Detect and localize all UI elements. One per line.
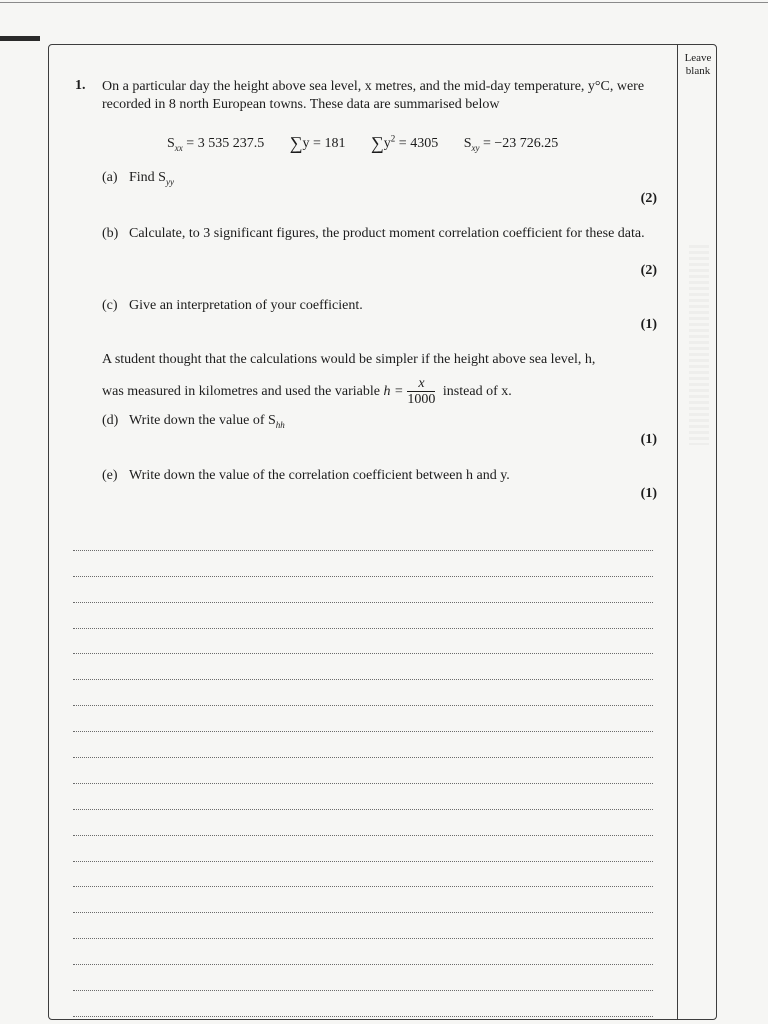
- part-d-marks: (1): [640, 432, 657, 447]
- question-intro: On a particular day the height above sea level, x metres, and the mid-day temperature, y°C, were recorded in 8 north European towns. These data are summarised below: [102, 79, 645, 112]
- part-a-label: (a): [102, 170, 118, 185]
- answer-lines[interactable]: [73, 525, 653, 1017]
- answer-line[interactable]: [73, 577, 653, 603]
- sum-y-term: [289, 133, 346, 153]
- sum-y2-term: [370, 133, 439, 153]
- answer-line[interactable]: [73, 706, 653, 732]
- sxy-symbol: S: [463, 136, 472, 151]
- leave-blank-line1: Leave: [684, 52, 712, 64]
- sum-y2-var: y: [383, 136, 391, 151]
- part-e-label: (e): [102, 468, 118, 483]
- fraction-numerator: x: [407, 376, 435, 392]
- part-d-subscript: hh: [275, 419, 285, 430]
- answer-line[interactable]: [73, 887, 653, 913]
- part-c: [102, 297, 662, 315]
- answer-frame: [48, 44, 717, 1020]
- part-e-text: Write down the value of the correlation coefficient between h and y.: [129, 468, 510, 483]
- summary-statistics: [167, 133, 558, 154]
- scan-registration-mark: [0, 36, 40, 41]
- line2-pre: was measured in kilometres and used the variable: [102, 384, 384, 400]
- margin-scan-noise: [689, 245, 709, 445]
- part-c-label: (c): [102, 298, 118, 313]
- sxy-term: [464, 136, 559, 151]
- sum-y2-exponent: 2: [390, 133, 396, 144]
- student-paragraph-line1: A student thought that the calculations would be simpler if the height above sea level, h,: [102, 352, 596, 367]
- answer-line[interactable]: [73, 680, 653, 706]
- part-d-label: (d): [102, 413, 119, 428]
- sxy-subscript: xy: [471, 142, 480, 153]
- line2-post: instead of x.: [439, 384, 512, 400]
- margin-divider: [677, 45, 678, 1019]
- fraction-denominator: 1000: [407, 392, 436, 407]
- sxy-value: = −23 726.25: [479, 136, 559, 151]
- part-b-label: (b): [102, 226, 119, 241]
- part-d: [102, 412, 662, 434]
- answer-line[interactable]: [73, 732, 653, 758]
- part-a-text: Find S: [129, 170, 166, 185]
- part-a: [102, 169, 662, 191]
- sigma-symbol-2: ∑: [370, 133, 384, 153]
- part-b-marks: (2): [640, 263, 657, 278]
- answer-line[interactable]: [73, 965, 653, 991]
- scan-edge-line: [0, 2, 768, 3]
- part-a-subscript: yy: [165, 176, 174, 187]
- part-d-text: Write down the value of S: [129, 413, 276, 428]
- answer-line[interactable]: [73, 991, 653, 1017]
- question-content: [49, 45, 677, 1019]
- h-equals: h =: [383, 384, 404, 400]
- part-c-text: Give an interpretation of your coefficient.: [129, 298, 363, 313]
- fraction: [407, 376, 435, 408]
- part-e-marks: (1): [640, 486, 657, 501]
- sxx-subscript: xx: [174, 142, 183, 153]
- sxx-value: = 3 535 237.5: [182, 136, 265, 151]
- sum-y2-value: = 4305: [395, 136, 439, 151]
- sum-y-value: y = 181: [302, 136, 346, 151]
- part-b: [102, 225, 662, 243]
- answer-line[interactable]: [73, 862, 653, 888]
- sxx-term: [167, 136, 264, 151]
- answer-line[interactable]: [73, 913, 653, 939]
- part-c-marks: (1): [640, 317, 657, 332]
- question-number: 1.: [75, 78, 86, 93]
- part-a-marks: (2): [640, 191, 657, 206]
- answer-line[interactable]: [73, 603, 653, 629]
- student-paragraph-line2: [102, 376, 512, 408]
- answer-line[interactable]: [73, 784, 653, 810]
- answer-line[interactable]: [73, 654, 653, 680]
- answer-line[interactable]: [73, 836, 653, 862]
- part-b-text: Calculate, to 3 significant figures, the product moment correlation coefficient for these data.: [129, 226, 645, 241]
- part-e: [102, 467, 662, 485]
- sxx-symbol: S: [167, 136, 175, 151]
- leave-blank-line2: blank: [685, 65, 711, 77]
- sigma-symbol: ∑: [289, 133, 303, 153]
- answer-line[interactable]: [73, 939, 653, 965]
- answer-line[interactable]: [73, 629, 653, 655]
- answer-line[interactable]: [73, 551, 653, 577]
- answer-line[interactable]: [73, 758, 653, 784]
- leave-blank-header: [679, 52, 717, 78]
- answer-line[interactable]: [73, 525, 653, 551]
- answer-line[interactable]: [73, 810, 653, 836]
